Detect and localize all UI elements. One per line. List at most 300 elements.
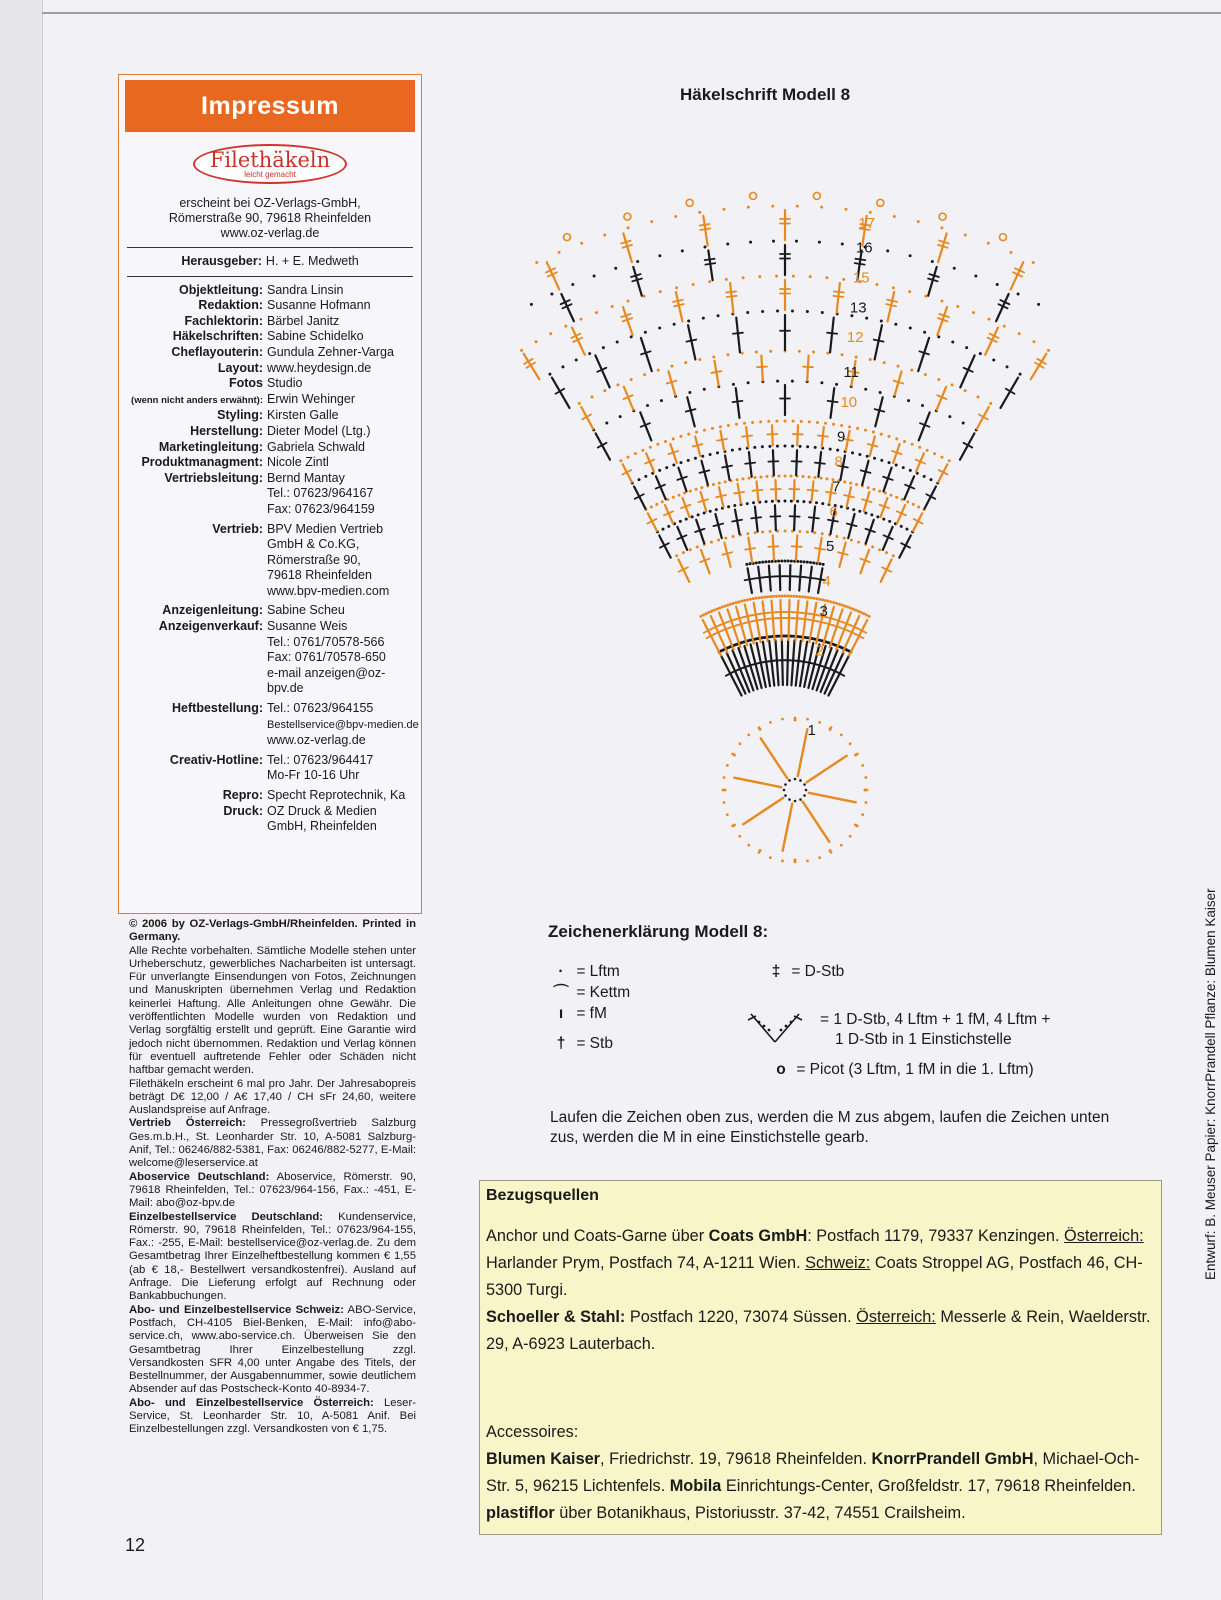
chain-dot [795, 240, 798, 243]
chain-dot [829, 448, 832, 451]
chain-dot [842, 278, 845, 281]
chain-dot [661, 500, 664, 503]
chain-dot [895, 437, 898, 440]
legend-item [550, 1034, 613, 1054]
chain-dot [548, 373, 551, 376]
stitch-mark [748, 538, 752, 563]
stitch-bar [722, 466, 732, 468]
chain-dot [933, 452, 936, 455]
stitch-mark [802, 601, 807, 641]
stitch-mark [803, 802, 830, 842]
chain-dot [784, 560, 787, 563]
service-text: ABO-Service, Postfach, CH-4105 Biel-Benken, E-Mail: info@abo-service.ch, www.abo-service.ch. Überweisen Sie den Gesamtbetrag Ihrer Einzelbestellung zzgl. Versandkosten SFR 4,00 unter Angabe des Titels, der Bestellnummer, der Ausgabennummer, sowie deutlichem Absender auf das Postscheck-Konto 40-8934-7. [129, 1303, 416, 1396]
stitch-mark [783, 804, 793, 851]
stitch-mark [794, 505, 795, 530]
staff-value: Gundula Zehner-Varga [267, 344, 394, 359]
logo-sub-text: leicht gemacht [244, 169, 296, 179]
vertrieb-key: Vertrieb: [212, 521, 263, 536]
service-title: Vertrieb Österreich: [129, 1117, 247, 1130]
chain-dot [698, 211, 701, 214]
double-crochet-icon: † [556, 1035, 566, 1052]
chain-dot [731, 825, 734, 828]
chain-dot [698, 358, 701, 361]
chain-dot [822, 563, 825, 566]
chain-dot [1047, 349, 1050, 352]
logo-main-text: Filethäkeln [209, 147, 331, 172]
chain-dot [561, 365, 564, 368]
stitch-bar [705, 259, 715, 260]
chain-dot [595, 311, 598, 314]
chain-dot [769, 856, 772, 859]
legend-item [550, 1004, 607, 1024]
supplier-name: KnorrPrandell GmbH [871, 1450, 1034, 1468]
anzeigenverkauf-line: Susanne Weis [267, 619, 348, 634]
chain-dot [890, 494, 893, 497]
chain-dot [761, 531, 764, 534]
suppliers-box [479, 1180, 1162, 1535]
legend-title: Zeichenerklärung Modell 8: [548, 922, 769, 941]
chain-dot [840, 424, 843, 427]
chain-dot [907, 399, 910, 402]
anzeigenverkauf-line: Fax: 0761/70578-650 [267, 650, 386, 665]
publisher-info [119, 196, 421, 241]
heftbestellung-line: Tel.: 07623/964155 [267, 701, 374, 716]
stitch-mark [795, 601, 798, 641]
chain-dot [852, 608, 855, 611]
chain-dot [723, 776, 726, 779]
chain-dot [977, 395, 980, 398]
copyright-rights: Alle Rechte vorbehalten. Sämtliche Modelle stehen unter Urheberschutz, gewerbliches Nacharbeiten ist untersagt. Für unverlangte Einsendungen von Fotos, Zeichnungen und Manuskripten übernehmen Verlag und Redaktion keinerlei Haftung. Alle Anleitungen ohne Gewähr. Die veröffentlichten Modelle wurden von Redaktion und Verlag sorgfältig erstellt und geprüft. Eine Garantie wird jedoch nicht übernommen. Redaktion und Verlag können für eventuell auftretende Fehler oder Schäden nicht haftbar gemacht werden. [129, 944, 416, 1077]
chain-dot [848, 425, 851, 428]
chain-dot [812, 561, 815, 564]
staff-row [119, 471, 421, 487]
chain-dot [802, 475, 805, 478]
stitch-mark [799, 566, 801, 591]
chain-dot [776, 380, 779, 383]
chain-dot [701, 455, 704, 458]
chain-dot [816, 421, 819, 424]
stitch-mark [809, 793, 856, 803]
stitch-bar [722, 552, 732, 554]
chain-dot [924, 373, 927, 376]
chain-dot [869, 358, 872, 361]
chain-dot [895, 496, 898, 499]
stitch-mark [807, 756, 847, 783]
creativ-row [119, 753, 421, 784]
chain-dot [715, 608, 718, 611]
herausgeber-key: Herausgeber: [181, 254, 262, 268]
supplier-name: Schoeller & Stahl: [486, 1308, 626, 1326]
staff-key: Fachlektorin: [184, 313, 263, 328]
stitch-mark [790, 565, 791, 590]
stitch-bar [809, 517, 819, 518]
legend-label: = Kettm [576, 984, 631, 1001]
chain-dot [871, 545, 874, 548]
stitch-mark [787, 640, 788, 685]
chain-dot [807, 596, 810, 599]
chain-dot [644, 331, 647, 334]
stitch-bar [726, 291, 736, 292]
chain-dot [835, 383, 838, 386]
chain-dot [733, 504, 736, 507]
logo-wrap [119, 144, 421, 184]
stitch-mark [775, 505, 776, 530]
chain-dot [858, 510, 861, 513]
chain-dot [840, 844, 843, 847]
chain-dot [917, 220, 920, 223]
chain-dot [846, 606, 849, 609]
chain-dot [892, 286, 895, 289]
round-number: 4 [822, 572, 831, 590]
chain-dot [858, 453, 861, 456]
chain-dot [702, 614, 705, 617]
chain-dot [818, 856, 821, 859]
page-number: 12 [125, 1535, 146, 1555]
chain-dot [911, 443, 914, 446]
stitch-mark [791, 640, 794, 685]
chain-dot [835, 535, 838, 538]
chain-dot [761, 445, 764, 448]
stitch-bar [734, 492, 744, 494]
round-number: 16 [855, 239, 873, 257]
chain-dot [716, 451, 719, 454]
staff-row [119, 298, 421, 314]
supplier-name: Coats GmbH [708, 1227, 808, 1245]
chain-dot [806, 860, 809, 863]
chain-dot [830, 600, 833, 603]
chain-dot [664, 440, 667, 443]
staff-key: Marketingleitung: [158, 439, 263, 454]
picot-mark [750, 192, 757, 199]
chain-dot [888, 435, 891, 438]
chain-dot [888, 520, 891, 523]
stitch-mark [761, 738, 788, 778]
chain-dot [658, 254, 661, 257]
staff-key: Styling: [217, 408, 263, 423]
chain-dot [798, 350, 801, 353]
stitch-bar [887, 300, 897, 302]
stitch-bar [755, 577, 765, 578]
chain-dot [872, 431, 875, 434]
chain-dot [784, 595, 787, 598]
stitch-mark [743, 798, 783, 825]
chain-dot [902, 466, 905, 469]
chain-dot [726, 813, 729, 816]
crochet-diagram [520, 120, 1050, 880]
stitch-bar [855, 263, 865, 264]
stitch-bar [844, 495, 854, 497]
chain-dot [940, 226, 943, 229]
chain-dot [857, 610, 860, 613]
chain-dot [820, 477, 823, 480]
staff-row [119, 408, 421, 424]
chain-dot [682, 551, 685, 554]
chain-dot [964, 389, 967, 392]
picot-mark [813, 192, 820, 199]
service-title: Einzelbestellservice Deutschland: [129, 1210, 324, 1223]
chain-dot [917, 505, 920, 508]
chain-dot [745, 563, 748, 566]
chain-dot [758, 726, 761, 729]
stitch-mark [754, 603, 761, 642]
chain-dot [746, 502, 749, 505]
chain-dot [799, 798, 802, 801]
service-text: Pressegroßvertrieb Salzburg Ges.m.b.H., St. Leonharder Str. 10, A-5081 Salzburg-Anif, Tel.: 06246/882-5381, Fax: 06246/882-5277, E-Mail: welcome@leserservice.at [129, 1117, 416, 1170]
chain-dot [806, 718, 809, 721]
stitch-bar [805, 577, 815, 578]
chain-dot [882, 518, 885, 521]
chain-dot [854, 609, 857, 612]
chain-dot [810, 596, 813, 599]
round-number: 2 [815, 642, 824, 660]
chain-dot [715, 508, 718, 511]
chain-dot [672, 437, 675, 440]
chain-dot [580, 242, 583, 245]
anzeigenverkauf-value [267, 619, 421, 697]
chain-dot [699, 615, 702, 618]
chain-dot [965, 346, 968, 349]
stitch-bar [803, 367, 813, 368]
chain-dot [751, 421, 754, 424]
chain-dot [713, 609, 716, 612]
stitch-bar [808, 490, 818, 491]
chain-dot [792, 275, 795, 278]
chain-dot [821, 598, 824, 601]
chain-dot [605, 422, 608, 425]
fotos-row [119, 376, 421, 392]
stitch-bar [693, 444, 703, 447]
chain-dot [765, 475, 768, 478]
staff-value: Bärbel Janitz [267, 313, 340, 328]
chain-dot [679, 435, 682, 438]
accessories-text [486, 1419, 1154, 1527]
chain-dot [893, 215, 896, 218]
fotos-key-sub [119, 392, 267, 409]
chain-dot [627, 300, 630, 303]
publisher-line: www.oz-verlag.de [220, 226, 320, 240]
chain-dot [841, 353, 844, 356]
round-number: 11 [843, 364, 860, 382]
chain-dot [820, 206, 823, 209]
stitch-mark [822, 427, 824, 447]
chain-dot [843, 537, 846, 540]
service-title: Aboservice Deutschland: [129, 1170, 270, 1183]
chain-dot [818, 721, 821, 724]
chain-dot [798, 530, 801, 533]
fotos-key: Fotos [228, 376, 263, 391]
chain-dot [777, 560, 780, 563]
stitch-mark [788, 600, 789, 640]
picot-icon: o [776, 1061, 786, 1078]
stitch-bar [874, 340, 884, 342]
stitch-mark [773, 450, 774, 475]
chain-dot [724, 480, 727, 483]
heftbestellung-key: Heftbestellung: [172, 701, 263, 716]
chain-dot [841, 243, 844, 246]
chain-dot [855, 355, 858, 358]
chain-dot [767, 420, 770, 423]
chain-dot [662, 528, 665, 531]
herausgeber-value: H. + E. Medweth [265, 254, 359, 268]
chain-dot [812, 350, 815, 353]
chain-dot [611, 305, 614, 308]
slip-stitch-icon: ⌒ [553, 984, 569, 1001]
stitch-bar [855, 259, 865, 260]
chain-dot [705, 612, 708, 615]
chain-dot [953, 267, 956, 270]
chain-dot [677, 494, 680, 497]
stitch-mark [748, 568, 752, 593]
stitch-bar [868, 444, 878, 447]
chain-dot [747, 733, 750, 736]
chain-dot [794, 800, 797, 803]
chain-dot [923, 475, 926, 478]
chain-dot [921, 404, 924, 407]
chain-dot [878, 548, 881, 551]
chain-dot [962, 422, 965, 425]
chain-dot [657, 369, 660, 372]
chain-dot [520, 349, 523, 352]
chain-dot [784, 445, 787, 448]
chain-dot [735, 423, 738, 426]
stitch-mark [818, 452, 821, 477]
chain-dot [802, 500, 805, 503]
chain-dot [940, 300, 943, 303]
chain-dot [736, 478, 739, 481]
chain-dot [840, 505, 843, 508]
chain-dot [987, 318, 990, 321]
impressum-header: Impressum [125, 80, 415, 132]
chain-dot [775, 420, 778, 423]
chain-dot [703, 511, 706, 514]
chain-dot [800, 420, 803, 423]
chain-dot [799, 560, 802, 563]
chain-dot [892, 554, 895, 557]
chart-title: Häkelschrift Modell 8 [679, 85, 851, 104]
chain-dot [841, 604, 844, 607]
chain-dot [951, 383, 954, 386]
service-block [129, 1171, 416, 1211]
chain-dot [754, 597, 757, 600]
chain-dot [875, 283, 878, 286]
chain-dot [865, 317, 868, 320]
chain-dot [883, 361, 886, 364]
chain-dot [721, 606, 724, 609]
stitch-mark [714, 361, 718, 386]
chain-dot [784, 500, 787, 503]
chain-dot [948, 459, 951, 462]
chain-dot [761, 561, 764, 564]
contact-row [119, 502, 421, 518]
stitch-bar [861, 470, 871, 473]
stitch-mark [736, 388, 740, 418]
chain-dot [665, 466, 668, 469]
stitch-mark [761, 356, 762, 381]
stitch-mark [782, 640, 783, 685]
photo-credit [1203, 888, 1221, 1300]
chain-dot [746, 532, 749, 535]
service-text: Kundenservice, Römerstr. 90, 79618 Rheinfelden, Tel.: 07623/964-155, Fax.: -255, E-Mail: bestellservice@oz-verlag.de. Zu dem Gesamtbetrag Ihrer Einzelheftbestellung kommen € 1,55 (ab € 18,- Bestellwert versandkostenfrei). Ausland auf Anfrage. Die Lieferung erfolgt auf Rechnung oder Bankabbuchungen. [129, 1210, 416, 1303]
repro-value: Specht Reprotechnik, Ka [267, 788, 406, 802]
stitch-mark [769, 566, 771, 591]
impressum-box [118, 74, 422, 914]
chain-dot [742, 477, 745, 480]
chain-dot [619, 415, 622, 418]
chain-dot [864, 429, 867, 432]
chain-dot [738, 448, 741, 451]
stitch-mark [780, 565, 781, 590]
chain-dot [646, 404, 649, 407]
chain-dot [805, 789, 808, 792]
contact-row [119, 486, 421, 502]
chain-dot [735, 601, 738, 604]
chain-dot [912, 503, 915, 506]
round-number: 7 [831, 478, 841, 496]
staff-value: Bernd Mantay [267, 470, 345, 485]
chain-dot [749, 598, 752, 601]
stitch-bar [752, 490, 762, 491]
chain-dot [535, 340, 538, 343]
stitch-mark [812, 507, 815, 532]
staff-row [119, 440, 421, 456]
chain-dot [809, 275, 812, 278]
copyright-frequency: Filethäkeln erscheint 6 mal pro Jahr. Der Jahresabopreis beträgt D€ 12,00 / A€ 17,40 / CH sFr 24,60, weitere Auslandspreise auf Anfrage. [129, 1077, 416, 1117]
stitch-mark [773, 535, 774, 560]
supplier-text: , Friedrichstr. 19, 79618 Rheinfelden. [600, 1450, 872, 1468]
chain-dot [832, 423, 835, 426]
stitch-mark [809, 567, 812, 592]
staff-row [119, 455, 421, 471]
chain-dot [679, 520, 682, 523]
chain-dot [931, 260, 934, 263]
chain-dot [813, 531, 816, 534]
stitch-bar [834, 291, 844, 292]
chain-dot [868, 615, 871, 618]
chain-dot [684, 361, 687, 364]
chain-dot [798, 595, 801, 598]
legend-label: = Lftm [576, 963, 620, 980]
chain-dot [703, 388, 706, 391]
chain-dot [575, 359, 578, 362]
chain-dot [696, 545, 699, 548]
chain-dot [867, 486, 870, 489]
stitch-bar [745, 463, 755, 464]
chain-dot [650, 220, 653, 223]
stitch-mark [772, 425, 773, 445]
chain-dot [747, 477, 750, 480]
picot-mark [939, 213, 946, 220]
chain-dot [726, 243, 729, 246]
contact-value: Fax: 07623/964159 [267, 501, 375, 516]
chain-dot [840, 733, 843, 736]
chain-dot [792, 420, 795, 423]
fotos-value: Studio [267, 376, 303, 391]
chain-dot [747, 381, 750, 384]
chain-dot [937, 378, 940, 381]
service-text: Aboservice, Römerstr. 90, 79618 Rheinfelden, Tel.: 07623/964-156, Fax.: -451, E-Mail: abo@oz-bpv.de [129, 1170, 416, 1210]
stitch-mark [736, 318, 740, 353]
stitch-bar [751, 517, 761, 518]
chain-dot [790, 500, 793, 503]
chain-dot [855, 483, 858, 486]
chain-dot [777, 475, 780, 478]
anzeigenverkauf-key: Anzeigenverkauf: [158, 619, 263, 634]
stitch-bar [727, 296, 737, 297]
chain-dot [964, 234, 967, 237]
vertrieb-line: 79618 Rheinfelden [267, 568, 372, 583]
chain-dot [926, 449, 929, 452]
round-number: 15 [852, 269, 870, 287]
